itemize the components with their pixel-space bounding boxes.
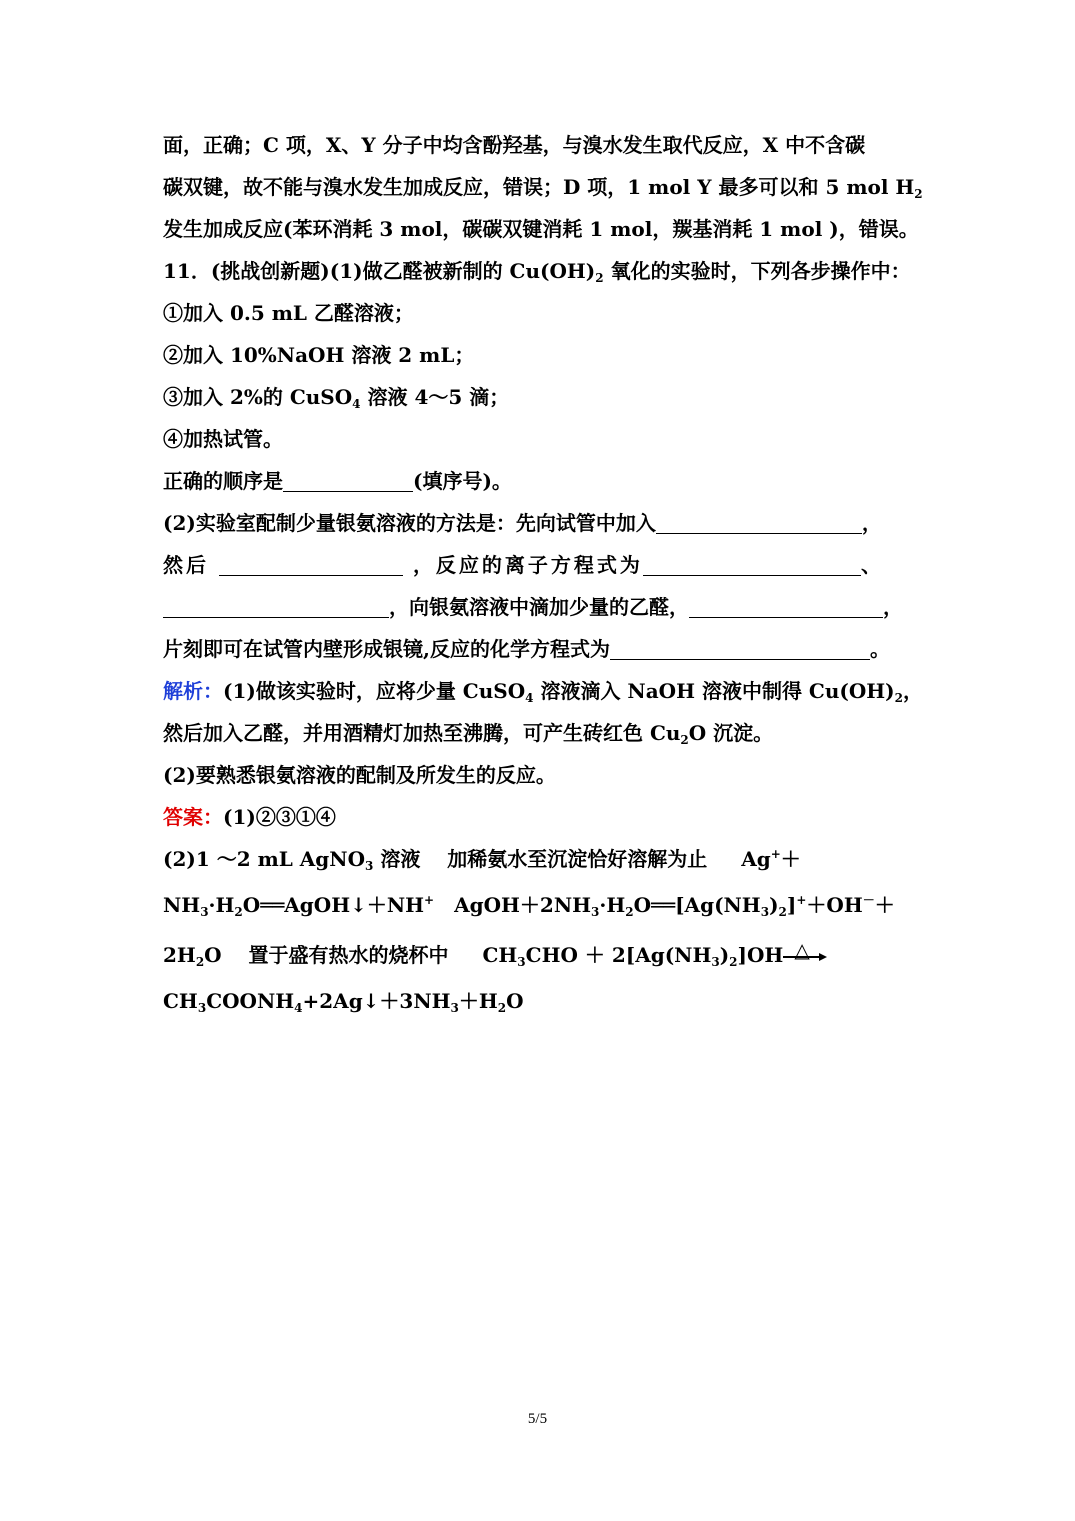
answer-label: 答案： [163, 805, 223, 829]
answer-blank [689, 595, 883, 618]
analysis-label: 解析： [163, 679, 223, 703]
analysis-line-1: 解析：(1)做该实验时，应将少量 CuSO$_4$ 溶液滴入 NaOH 溶液中制得 $Cu(OH)_2$， [163, 679, 923, 705]
part-2-line-1: (2)实验室配制少量银氨溶液的方法是：先向试管中加入 ， [163, 511, 882, 535]
question-11-heading: 11．(挑战创新题)(1)做乙醛被新制的 $Cu(OH)_2$ 氧化的实验时，下列各步操作中： [163, 259, 911, 285]
answer-blank [656, 511, 862, 534]
right-arrow-icon [783, 950, 827, 964]
answer-line-2: (2)1 ～2 mL AgNO$_3$ 溶液 加稀氨水至沉淀恰好溶解为止 Ag+＋ [163, 847, 801, 873]
analysis-line-3: (2)要熟悉银氨溶液的配制及所发生的反应。 [163, 763, 556, 787]
document-body [163, 124, 923, 1022]
answer-blank [219, 553, 403, 576]
answer-blank [283, 469, 413, 492]
answer-blank [610, 637, 870, 660]
page-number: 5/5 [527, 1411, 548, 1427]
heat-triangle-icon: △ [794, 937, 810, 962]
order-question: 正确的顺序是 (填序号)。 [163, 469, 512, 493]
answer-line-5: $CH_3COONH_4+2Ag↓+3NH_3+H_2O$ [163, 989, 524, 1015]
operation-1: ①加入 0.5 mL 乙醛溶液； [163, 301, 414, 325]
part-2-line-4: 片刻即可在试管内壁形成银镜,反应的化学方程式为 。 [163, 637, 890, 661]
operation-2: ②加入 10%NaOH 溶液 2 mL； [163, 343, 475, 367]
answer-line-3: $NH_3\cdot H_2O══AgOH↓+NH^+$ $AgOH+2NH_3\cdot H_2O══[Ag(NH_3)_2]^++OH^-+$ [163, 893, 895, 919]
analysis-line-2: 然后加入乙醛，并用酒精灯加热至沸腾，可产生砖红色 $Cu_2O$ 沉淀。 [163, 721, 774, 747]
answer-blank [643, 553, 861, 576]
operation-4: ④加热试管。 [163, 427, 283, 451]
answer-line-4: $2H_2O$ 置于盛有热水的烧杯中 $CH_3CHO + 2[Ag(NH_3)_2]OH$ △ [163, 930, 923, 980]
answer-line-1: 答案：(1)②③①④ [163, 805, 336, 829]
part-2-line-3: ，向银氨溶液中滴加少量的乙醛， ， [163, 586, 923, 628]
operation-3: ③加入 2%的 CuSO$_4$ 溶液 4～5 滴； [163, 385, 510, 411]
answer-blank [163, 595, 389, 618]
prev-line-3: 发生加成反应(苯环消耗 3 mol，碳碳双键消耗 1 mol，羰基消耗 1 mol )，错误。 [163, 217, 919, 241]
part-2-line-2: 然后 ，反应的离子方程式为 、 [163, 553, 884, 577]
heating-arrow [783, 937, 827, 967]
prev-line-2: 碳双键，故不能与溴水发生加成反应，错误；D 项，1 mol Y 最多可以和 5 mol $H_2$ [163, 175, 923, 201]
prev-line-1: 面，正确；C 项，X、Y 分子中均含酚羟基，与溴水发生取代反应，X 中不含碳 [163, 133, 866, 157]
